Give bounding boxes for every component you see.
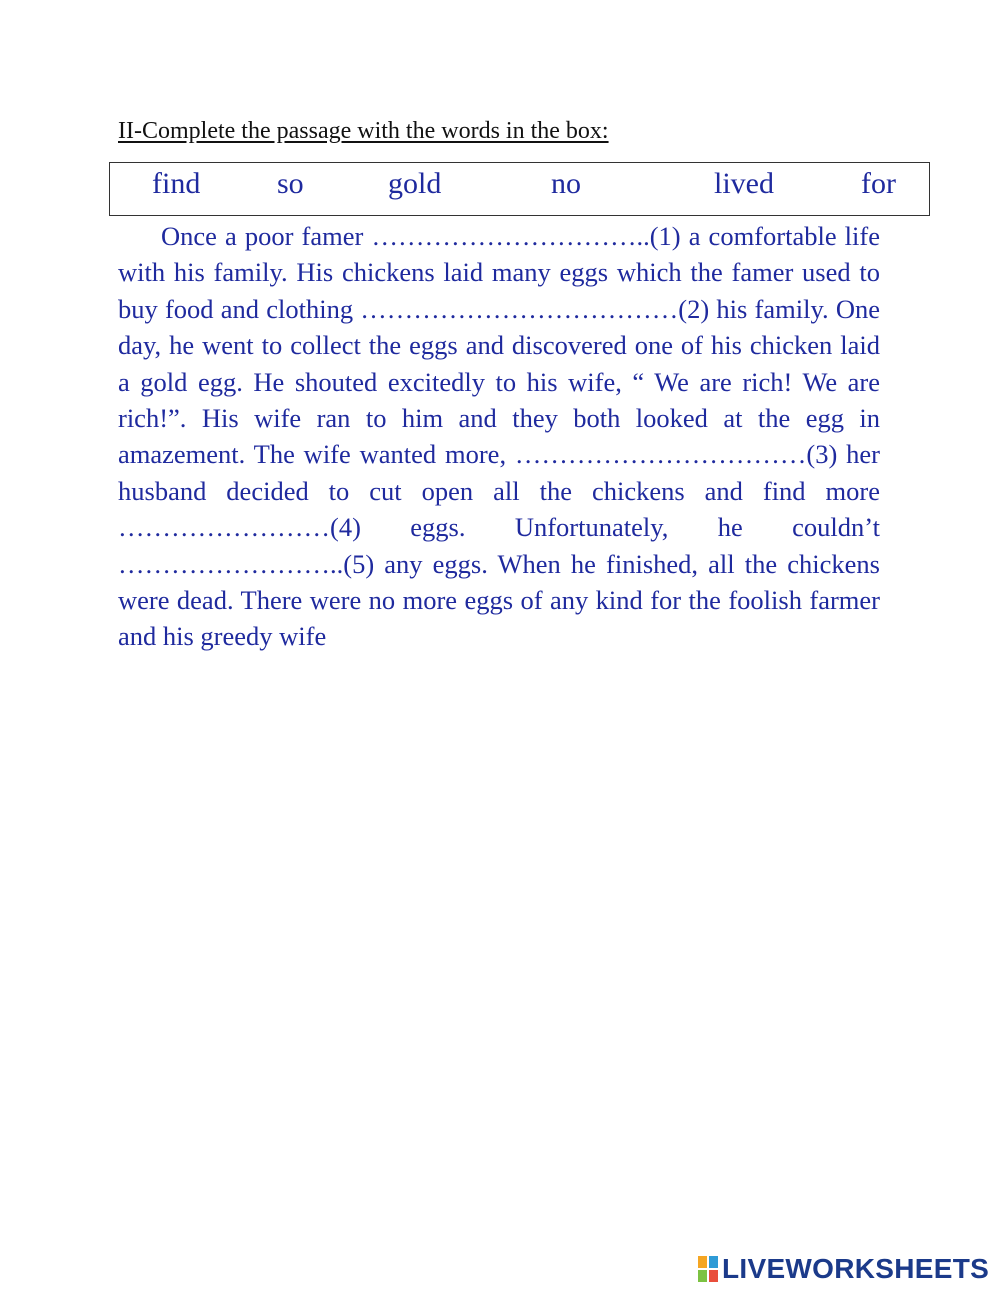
logo-text: LIVEWORKSHEETS [722, 1253, 990, 1284]
word-box-item: for [861, 167, 896, 200]
word-box-item: find [152, 167, 201, 200]
liveworksheets-logo[interactable] [697, 1253, 989, 1285]
word-box-item: gold [388, 167, 442, 200]
word-box-item: no [551, 167, 581, 200]
instruction-heading: II-Complete the passage with the words in the box: [118, 118, 609, 144]
word-box [109, 162, 930, 216]
word-box-item: so [277, 167, 304, 200]
passage-text: Once a poor famer …………………………..(1) a comfortable life with his family. His chickens laid many eggs which the famer used to buy food and clothing ………………………………(2) his family. One day, he went to collect the eggs and discovered one of his chicken laid a gold egg. He shouted excitedly to his wife, “ We are rich! We are rich!”. His wife ran to him and they both looked at the egg in amazement. The wife wanted more, ……………………………(3) her husband decided to cut open all the chickens and find more ……………………(4) eggs. Unfortunately, he couldn’t ……………………..(5) any eggs. When he finished, all the chickens were dead. There were no more eggs of any kind for the foolish farmer and his greedy wife [118, 221, 880, 652]
liveworksheets-logo-icon [697, 1255, 719, 1283]
word-box-item: lived [714, 167, 774, 200]
